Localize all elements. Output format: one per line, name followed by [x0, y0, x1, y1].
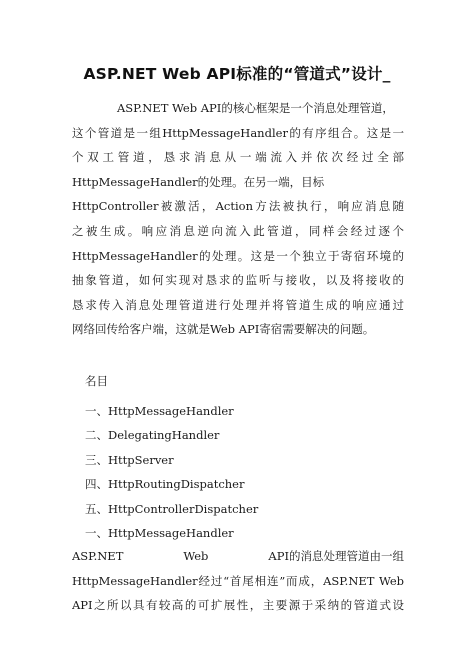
intro-line: 之被生成。响应消息逆向流入此管道，同样会经过逐个	[72, 223, 404, 238]
intro-line: HttpMessageHandler的处理。这是一个独立于寄宿环境的	[72, 248, 404, 263]
intro-line: 个双工管道，恳求消息从一端流入并依次经过全部	[72, 150, 404, 165]
section-line: HttpMessageHandler经过“首尾相连”而成，ASP.NET Web	[72, 573, 404, 588]
section-line: API之所以具有较高的可扩展性，主要源于采纳的管道式设	[72, 598, 404, 613]
section-line-part: API的消息处理管道由一组	[268, 549, 404, 563]
section-line	[72, 544, 404, 569]
intro-line: ASP.NET Web API的核心框架是一个消息处理管道，	[117, 101, 394, 115]
intro-line: 这个管道是一组HttpMessageHandler的有序组合。这是一	[72, 125, 404, 140]
intro-line: HttpMessageHandler的处理。在另一端，目标	[72, 174, 325, 189]
section-line-part: Web	[183, 549, 209, 563]
intro-line: 网络回传给客户端，这就是Web API寄宿需要解决的问题。	[72, 322, 375, 337]
intro-line: HttpController被激活，Action方法被执行，响应消息随	[72, 199, 404, 214]
section-heading: 一、HttpMessageHandler	[85, 526, 234, 540]
toc-item: 三、HttpServer	[85, 452, 174, 467]
document-title: ASP.NET Web API标准的“管道式”设计_	[83, 65, 391, 83]
intro-paragraph	[72, 96, 404, 342]
section-paragraph	[72, 544, 404, 618]
toc-item: 一、HttpMessageHandler	[85, 404, 234, 418]
section-line-part: ASP.NET	[72, 549, 124, 563]
intro-line: 抽象管道，如何实现对恳求的监听与接收，以及将接收的	[72, 273, 404, 288]
intro-line: 恳求传入消息处理管道进行处理并将管道生成的响应通过	[72, 297, 404, 312]
table-of-contents	[85, 399, 258, 521]
toc-heading: 名目	[85, 374, 108, 388]
toc-item: 二、DelegatingHandler	[85, 428, 220, 443]
toc-item: 五、HttpControllerDispatcher	[85, 501, 259, 516]
toc-item: 四、HttpRoutingDispatcher	[85, 477, 245, 492]
